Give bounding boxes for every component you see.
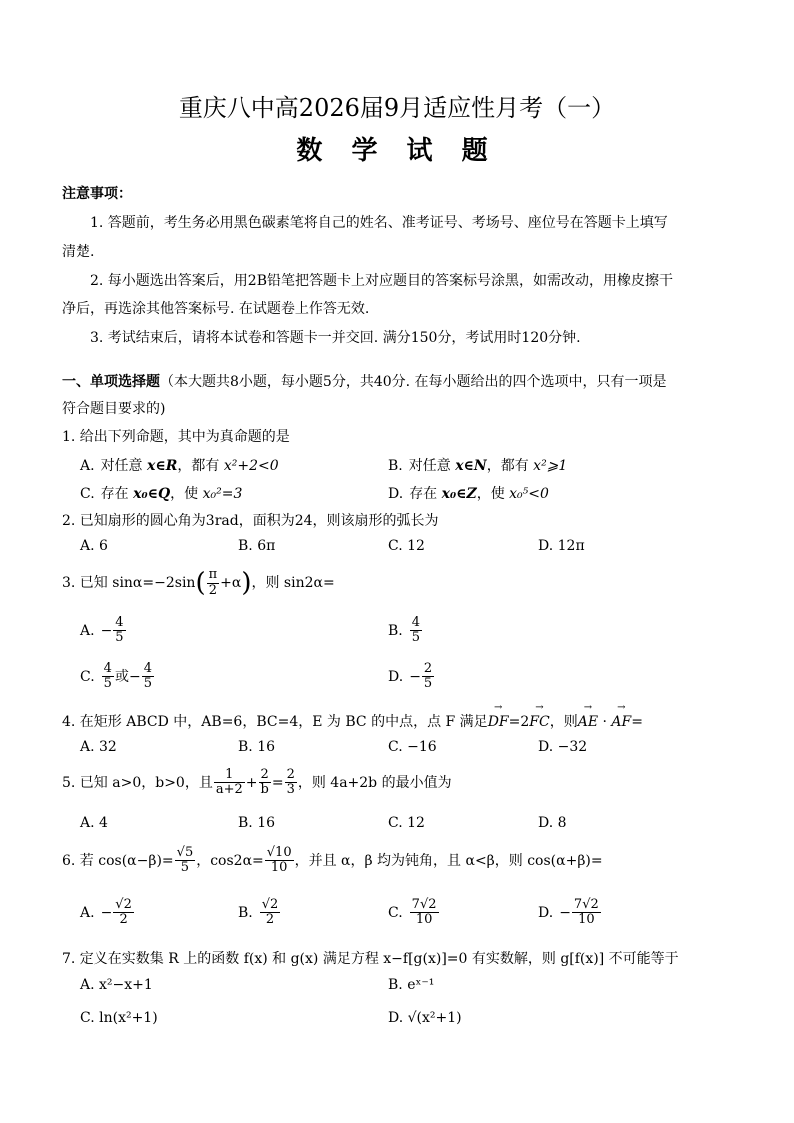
note-2-line1: 2. 每小题选出答案后，用2B铅笔把答题卡上对应题目的答案标号涂黑，如需改动，用橡皮擦干 <box>90 273 674 289</box>
q7-option-c: C. ln(x²+1) <box>80 1010 158 1026</box>
q6-option-a: A. − $\frac{√2}{2}$ <box>80 897 132 928</box>
notes-heading: 注意事项： <box>62 186 132 202</box>
q4-option-d: D. −32 <box>538 739 588 755</box>
q1-stem: 1. 给出下列命题，其中为真命题的是 <box>62 429 290 445</box>
q6-option-b: B. $\frac{√2}{2}$ <box>238 897 279 928</box>
q4-stem: 4. 在矩形 ABCD 中，AB=6，BC=4，E 为 BC 的中点，点 F 满足→ DF=2→ FC，则→ AE · → AF= <box>62 711 643 731</box>
q1-option-d: D. 存在 x₀∈Z，使 x₀⁵<0 <box>388 486 549 502</box>
q7-option-b: B. eˣ⁻¹ <box>388 977 435 993</box>
q1-option-b: B. 对任意 x∈N，都有 x²⩾1 <box>388 458 568 474</box>
section-1-desc-line2: 符合题目要求的) <box>62 401 166 417</box>
section-1-heading: 一、单项选择题 <box>62 374 160 390</box>
section-1-intro <box>62 371 667 391</box>
q7-stem: 7. 定义在实数集 R 上的函数 f(x) 和 g(x) 满足方程 x−f[g(x)]=0 有实数解，则 g[f(x)] 不可能等于 <box>62 951 679 967</box>
q1-option-c: C. 存在 x₀∈Q，使 x₀²=3 <box>80 486 243 502</box>
q2-stem: 2. 已知扇形的圆心角为3rad，面积为24，则该扇形的弧长为 <box>62 513 439 529</box>
note-3: 3. 考试结束后，请将本试卷和答题卡一并交回. 满分150分，考试用时120分钟. <box>90 330 581 346</box>
q3-stem: 3. 已知 sinα=−2sin( $\frac{\pi}{2}$ +α)，则 sin2α= <box>62 567 335 598</box>
q5-option-a: A. 4 <box>80 815 108 831</box>
q6-option-c: C. $\frac{7√2}{10}$ <box>388 897 437 928</box>
section-1-desc: （本大题共8小题，每小题5分，共40分. 在每小题给出的四个选项中，只有一项是 <box>160 374 667 390</box>
q4-option-a: A. 32 <box>80 739 117 755</box>
q6-option-d: D. − $\frac{7√2}{10}$ <box>538 897 599 928</box>
q5-option-d: D. 8 <box>538 815 567 831</box>
q7-option-d: D. √(x²+1) <box>388 1010 462 1026</box>
q3-option-c: C. $\frac{4}{5}$ 或− $\frac{4}{5}$ <box>80 661 152 692</box>
note-1-line1: 1. 答题前，考生务必用黑色碳素笔将自己的姓名、准考证号、考场号、座位号在答题卡上填写 <box>90 215 668 231</box>
note-1-line2: 清楚. <box>62 244 95 260</box>
q5-stem: 5. 已知 a>0，b>0，且 $\frac{1}{a+2}$ + $\frac{2}{b}$ = $\frac{2}{3}$ ，则 4a+2b 的最小值为 <box>62 767 452 798</box>
q5-option-c: C. 12 <box>388 815 425 831</box>
q1-option-a: A. 对任意 x∈R，都有 x²+2<0 <box>80 458 279 474</box>
q4-option-c: C. −16 <box>388 739 437 755</box>
q4-option-b: B. 16 <box>238 739 276 755</box>
note-2-line2: 净后，再选涂其他答案标号. 在试题卷上作答无效. <box>62 301 370 317</box>
q3-option-b: B. $\frac{4}{5}$ <box>388 615 421 646</box>
q2-option-b: B. 6π <box>238 538 276 554</box>
q6-stem: 6. 若 cos(α−β)= $\frac{√5}{5}$ ，cos2α= $\frac{√10}{10}$ ，并且 α，β 均为钝角，且 α<β，则 cos(α+β)= <box>62 845 603 876</box>
q2-option-d: D. 12π <box>538 538 585 554</box>
q3-option-a: A. − $\frac{4}{5}$ <box>80 615 124 646</box>
q7-option-a: A. x²−x+1 <box>80 977 153 993</box>
q2-option-c: C. 12 <box>388 538 425 554</box>
exam-subtitle: 数 学 试 题 <box>296 136 498 166</box>
exam-title: 重庆八中高2026届9月适应性月考（一） <box>178 94 616 122</box>
q2-option-a: A. 6 <box>80 538 108 554</box>
q5-option-b: B. 16 <box>238 815 276 831</box>
q3-option-d: D. − $\frac{2}{5}$ <box>388 661 433 692</box>
